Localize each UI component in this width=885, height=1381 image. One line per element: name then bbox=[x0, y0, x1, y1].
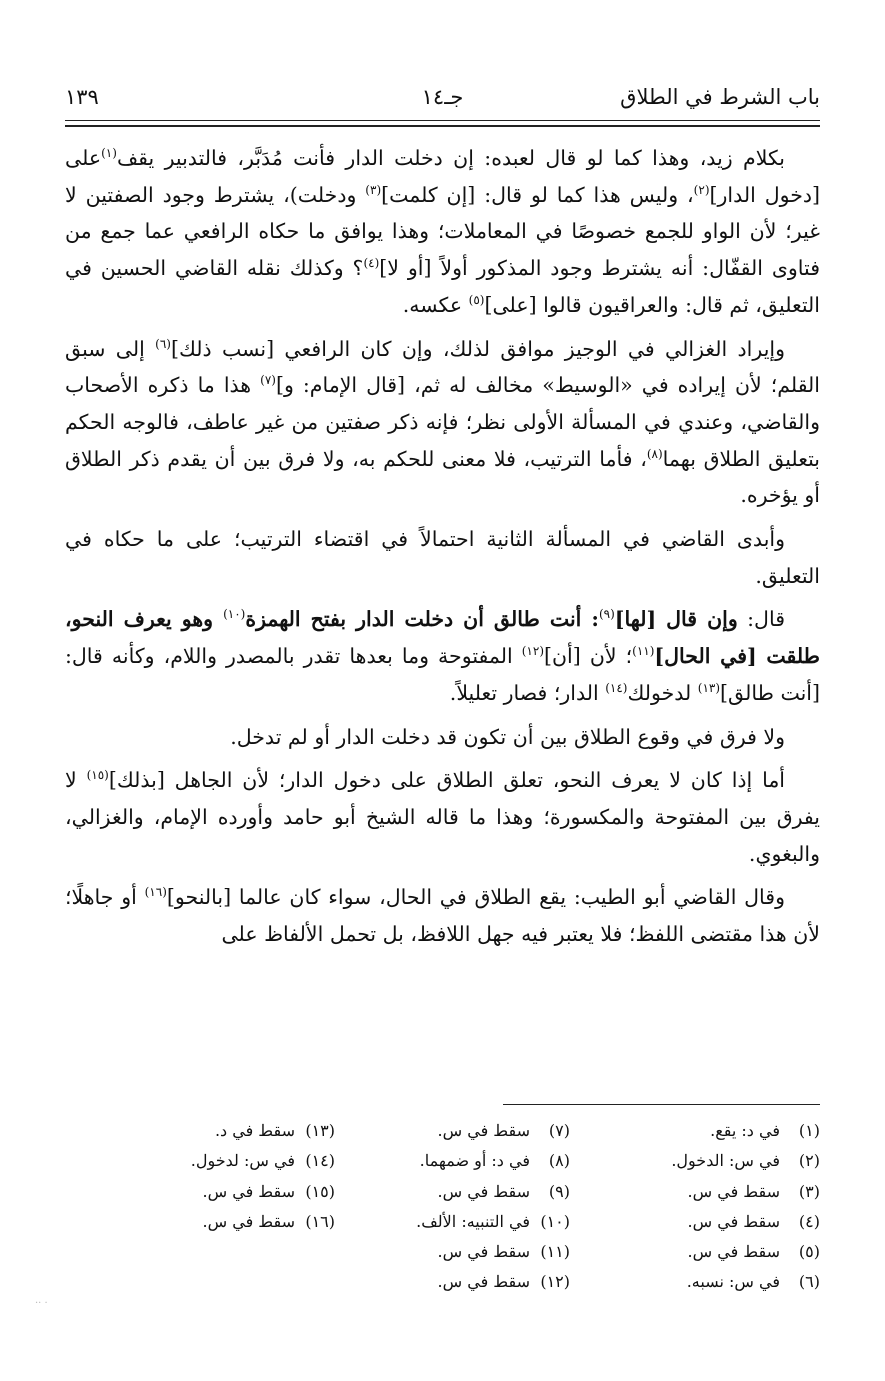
bold-text: : أنت طالق أن دخلت الدار بفتح الهمزة bbox=[245, 607, 599, 632]
main-text bbox=[65, 140, 820, 960]
text-run: المفتوحة وما بعدها تقدر بالمصدر واللام، وكأنه قال: [أنت طالق] bbox=[65, 644, 820, 705]
footnote-ref: (١٠) bbox=[223, 607, 246, 622]
paragraph bbox=[65, 521, 820, 594]
footnote-ref: (١٣) bbox=[697, 681, 721, 696]
footnote-number: (٢) bbox=[798, 1151, 820, 1171]
paragraph bbox=[65, 601, 820, 711]
footnote-number: (١٢) bbox=[540, 1272, 570, 1292]
bold-text: وهو يعرف النحو، طلقت [في الحال] bbox=[65, 607, 820, 669]
text-run: ، وليس هذا كما لو قال: [إن كلمت] bbox=[381, 182, 694, 207]
header-rule-thin bbox=[65, 120, 820, 121]
text-run: وإيراد الغزالي في الوجيز موافق لذلك، وإن كان الرافعي [نسب ذلك] bbox=[170, 336, 785, 361]
footnote-column bbox=[570, 1116, 820, 1306]
footnote-text: سقط في س. bbox=[202, 1181, 295, 1201]
footnote-number: (١) bbox=[798, 1121, 820, 1140]
footnote-number: (١٦) bbox=[305, 1211, 335, 1231]
footnote-ref: (٦) bbox=[155, 336, 171, 351]
text-run: على [دخول الدار] bbox=[65, 146, 820, 207]
footnote bbox=[570, 1267, 820, 1297]
footnote-ref: (٩) bbox=[598, 607, 615, 622]
footnote-ref: (١٤) bbox=[605, 681, 628, 696]
footnote-ref: (١٥) bbox=[86, 768, 109, 783]
paragraph bbox=[65, 331, 820, 515]
footnote-ref: (١) bbox=[101, 146, 117, 161]
footnote bbox=[335, 1177, 570, 1207]
footnote-ref: (١١) bbox=[632, 644, 655, 659]
footnote-ref: (٥) bbox=[468, 292, 485, 307]
text-run: وقال القاضي أبو الطيب: يقع الطلاق في الحال، سواء كان عالما [بالنحو] bbox=[166, 885, 786, 910]
text-run: ودخلت)، يشترط وجود الصفتين لا غير؛ لأن الواو للجمع خصوصًا في المعاملات؛ وهذا يوافق ما حكاه الرافعي عما جمع من فتاوى القفّال: أنه يشترط وجود المذكور أولاً [أو لا] bbox=[65, 182, 821, 281]
footnote-ref: (٢) bbox=[693, 182, 710, 197]
footnote bbox=[335, 1237, 570, 1267]
text-run: إلى سبق القلم؛ لأن إيراده في «الوسيط» مخالف له ثم، [قال الإمام: و] bbox=[65, 336, 820, 398]
footnote-number: (١١) bbox=[540, 1242, 570, 1262]
text-run: ؟ وكذلك نقله القاضي الحسين في التعليق، ثم قال: والعراقيون قالوا [على] bbox=[65, 256, 820, 317]
footnote-text: في د: أو ضمهما. bbox=[419, 1151, 530, 1171]
footnote bbox=[570, 1237, 820, 1267]
text-run: هذا ما ذكره الأصحاب والقاضي، وعندي في المسألة الأولى نظر؛ فإنه ذكر صفتين من غير عاطف، فالوجه الحكم بتعليق الطلاق بهما bbox=[65, 373, 821, 471]
footnote-number: (٦) bbox=[798, 1272, 820, 1292]
paragraph bbox=[65, 140, 820, 324]
footnote-text: في د: يقع. bbox=[710, 1121, 780, 1140]
footnote-number: (٧) bbox=[548, 1121, 570, 1140]
footnote-ref: (٧) bbox=[260, 373, 276, 388]
text-run: الدار؛ فصار تعليلاً. bbox=[449, 680, 606, 705]
text-run: عكسه. bbox=[402, 292, 469, 317]
paragraph bbox=[65, 762, 820, 872]
text-run: قال: bbox=[737, 607, 785, 632]
footnote bbox=[335, 1267, 570, 1297]
footnote-text: سقط في س. bbox=[687, 1211, 780, 1231]
footnote-ref: (٤) bbox=[363, 256, 380, 271]
footnote bbox=[570, 1177, 820, 1207]
footnote-text: سقط في س. bbox=[437, 1121, 530, 1140]
footnote bbox=[570, 1146, 820, 1176]
footnote-text: سقط في س. bbox=[437, 1272, 530, 1292]
footnote-number: (٣) bbox=[798, 1181, 820, 1201]
footnote-separator bbox=[503, 1104, 820, 1105]
text-run: لدخولك bbox=[627, 680, 698, 705]
text-run: بكلام زيد، وهذا كما لو قال لعبده: إن دخلت الدار فأنت مُدَبَّر، فالتدبير يقف bbox=[116, 146, 785, 170]
footnote-number: (١٣) bbox=[305, 1121, 335, 1140]
text-run: ؛ لأن [أن] bbox=[544, 644, 633, 669]
footnote-text: سقط في س. bbox=[437, 1242, 530, 1262]
header-rule-thick bbox=[65, 125, 820, 127]
footnote-text: سقط في د. bbox=[214, 1121, 295, 1140]
chapter-title: باب الشرط في الطلاق bbox=[620, 85, 820, 109]
footnote bbox=[335, 1207, 570, 1237]
footnote bbox=[150, 1116, 335, 1146]
text-run: أما إذا كان لا يعرف النحو، تعلق الطلاق على دخول الدار؛ لأن الجاهل [بذلك] bbox=[108, 768, 785, 793]
page-number: ١٣٩ bbox=[65, 85, 99, 109]
footnote-ref: (١٦) bbox=[144, 885, 167, 900]
footnote-number: (١٥) bbox=[305, 1181, 335, 1201]
footnote bbox=[335, 1116, 570, 1146]
footnote-column bbox=[150, 1116, 335, 1306]
footnote-ref: (١٢) bbox=[521, 644, 544, 659]
text-run: ولا فرق في وقوع الطلاق بين أن تكون قد دخلت الدار أو لم تدخل. bbox=[230, 724, 785, 749]
footnote bbox=[150, 1207, 335, 1237]
running-header bbox=[65, 80, 820, 120]
footnote-number: (٤) bbox=[798, 1211, 820, 1231]
footnote-text: سقط في س. bbox=[687, 1242, 780, 1262]
footnote-text: في التنبيه: الألف. bbox=[416, 1211, 530, 1231]
footnote bbox=[150, 1177, 335, 1207]
footnote-ref: (٣) bbox=[365, 182, 382, 197]
footnote-number: (٩) bbox=[548, 1181, 570, 1201]
footnote-number: (١٠) bbox=[540, 1211, 570, 1231]
footnote-text: سقط في س. bbox=[202, 1211, 295, 1231]
footnote bbox=[150, 1146, 335, 1176]
footnote bbox=[570, 1207, 820, 1237]
volume-number: جـ١٤ bbox=[421, 85, 464, 109]
footnote-column bbox=[335, 1116, 570, 1306]
footnote bbox=[570, 1116, 820, 1146]
scan-mark: ·· · bbox=[35, 1298, 48, 1309]
footnote-number: (١٤) bbox=[305, 1151, 335, 1171]
footnote-ref: (٨) bbox=[646, 446, 663, 461]
footnote-text: في س: لدخول. bbox=[190, 1151, 295, 1171]
footnote-number: (٨) bbox=[548, 1151, 570, 1171]
footnotes bbox=[150, 1116, 820, 1306]
paragraph bbox=[65, 879, 820, 952]
footnote bbox=[335, 1146, 570, 1176]
paragraph bbox=[65, 719, 820, 756]
footnote-text: في س: الدخول. bbox=[671, 1151, 780, 1171]
footnote-text: سقط في س. bbox=[687, 1181, 780, 1201]
text-run: لا يفرق بين المفتوحة والمكسورة؛ وهذا ما قاله الشيخ أبو حامد وأورده الإمام، والغزالي، والبغوي. bbox=[65, 768, 820, 866]
footnote-text: في س: نسبه. bbox=[686, 1272, 780, 1292]
footnote-text: سقط في س. bbox=[437, 1181, 530, 1201]
bold-text: وإن قال [لها] bbox=[614, 607, 738, 632]
text-run: ، فأما الترتيب، فلا معنى للحكم به، ولا فرق بين أن يقدم ذكر الطلاق أو يؤخره. bbox=[65, 446, 820, 508]
text-run: أو جاهلًا؛ لأن هذا مقتضى اللفظ؛ فلا يعتبر فيه جهل اللافظ، بل تحمل الألفاظ على bbox=[65, 885, 820, 947]
footnote-number: (٥) bbox=[798, 1242, 820, 1262]
text-run: وأبدى القاضي في المسألة الثانية احتمالاً في اقتضاء الترتيب؛ على ما حكاه في التعليق. bbox=[65, 527, 820, 588]
